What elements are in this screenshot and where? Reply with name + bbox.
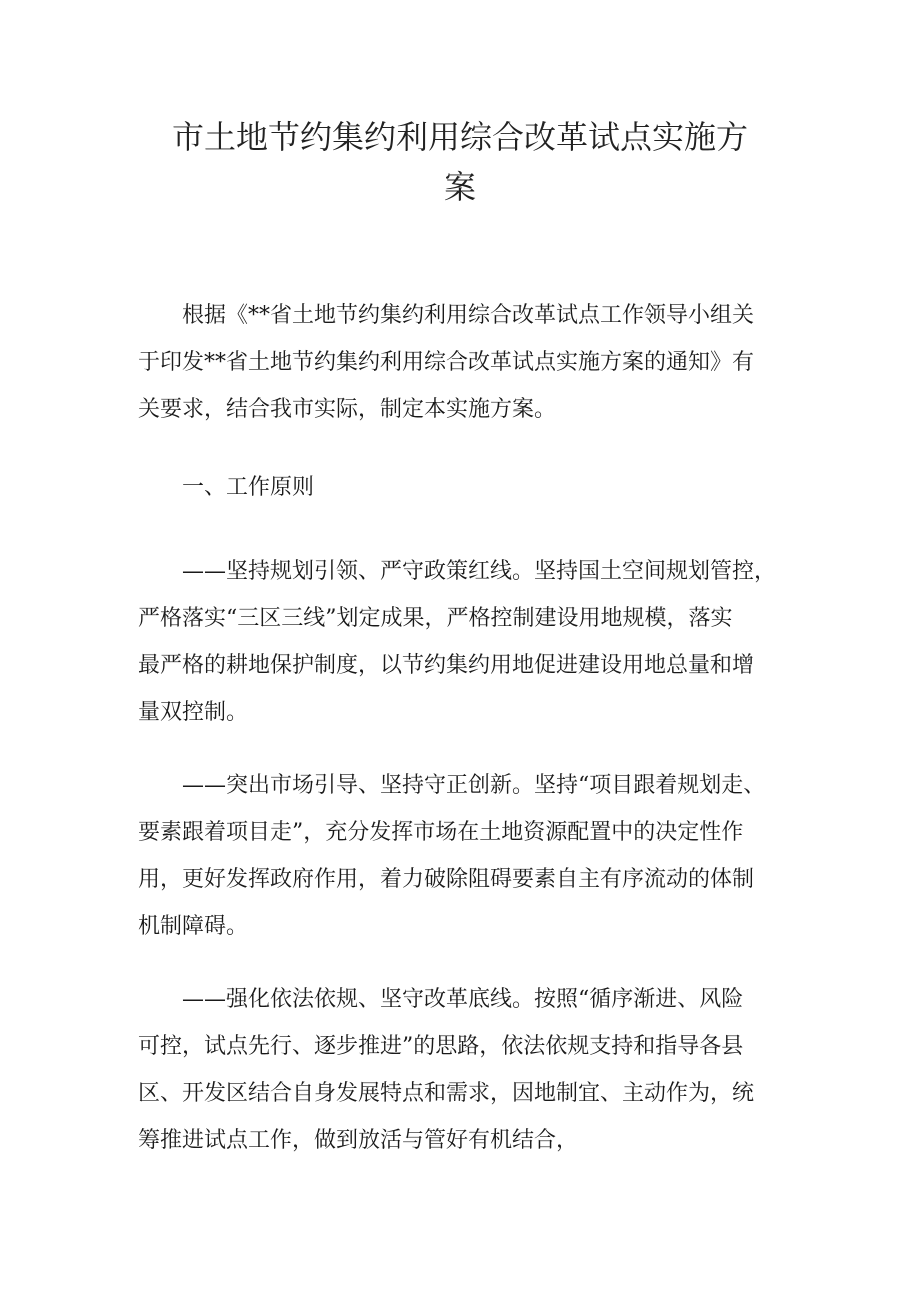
text-line: 一、工作原则 <box>182 475 315 500</box>
intro-paragraph <box>138 292 784 433</box>
text-line: 机制障碍。 <box>138 914 249 939</box>
principle-paragraph-1 <box>138 548 784 736</box>
principle-paragraph-3 <box>138 976 784 1164</box>
text-line: 严格落实“三区三线”划定成果，严格控制建设用地规模，落实 <box>138 606 733 631</box>
text-line: ——突出市场引导、坚持守正创新。坚持“项目跟着规划走、 <box>182 773 766 798</box>
text-line: 于印发**省土地节约集约利用综合改革试点实施方案的通知》有 <box>138 350 755 375</box>
text-line: 最严格的耕地保护制度，以节约集约用地促进建设用地总量和增 <box>138 653 755 678</box>
title-line: 市土地节约集约利用综合改革试点实施方 <box>171 118 748 156</box>
text-line: 根据《**省土地节约集约利用综合改革试点工作领导小组关 <box>182 303 755 328</box>
section-heading <box>138 464 784 511</box>
principle-paragraph-2 <box>138 762 784 950</box>
text-line: 要素跟着项目走”，充分发挥市场在土地资源配置中的决定性作 <box>138 820 744 845</box>
text-line: 区、开发区结合自身发展特点和需求，因地制宜、主动作为，统 <box>138 1081 755 1106</box>
text-line: 用，更好发挥政府作用，着力破除阻碍要素自主有序流动的体制 <box>138 867 755 892</box>
text-line: 可控，试点先行、逐步推进”的思路，依法依规支持和指导各县 <box>138 1034 744 1059</box>
text-line: 筹推进试点工作，做到放活与管好有机结合， <box>138 1128 579 1153</box>
title-line: 案 <box>443 168 476 206</box>
text-line: ——强化依法依规、坚守改革底线。按照“循序渐进、风险 <box>182 987 744 1012</box>
document-title <box>140 112 780 212</box>
text-line: 量双控制。 <box>138 700 249 725</box>
text-line: 关要求，结合我市实际，制定本实施方案。 <box>138 397 557 422</box>
text-line: ——坚持规划引领、严守政策红线。坚持国土空间规划管控， <box>182 559 777 584</box>
